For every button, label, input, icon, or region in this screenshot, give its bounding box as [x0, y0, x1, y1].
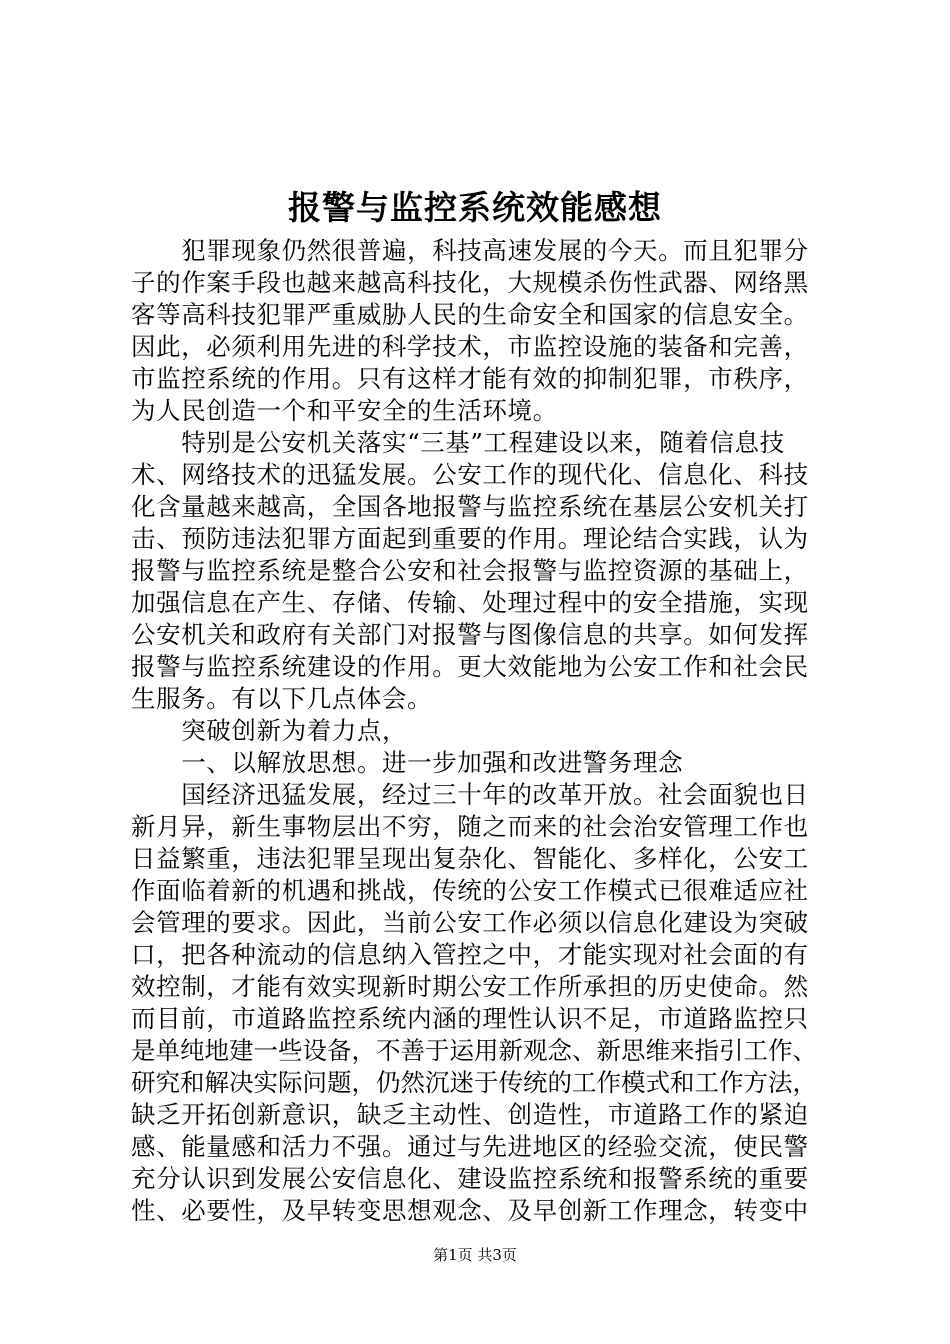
document-title: 报警与监控系统效能感想 [288, 188, 662, 227]
body-text-line: 击、预防违法犯罪方面起到重要的作用。理论结合实践，认为 [131, 524, 809, 553]
body-text-line: 客等高科技犯罪严重威胁人民的生命安全和国家的信息安全。 [131, 300, 809, 329]
body-text-line: 而目前，市道路监控系统内涵的理性认识不足，市道路监控只 [131, 1004, 809, 1033]
body-text-line: 缺乏开拓创新意识，缺乏主动性、创造性，市道路工作的紧迫 [131, 1100, 809, 1129]
body-text-line: 突破创新为着力点， [131, 716, 408, 745]
body-text-line: 市监控系统的作用。只有这样才能有效的抑制犯罪，市秩序， [131, 364, 809, 393]
body-text-line: 加强信息在产生、存储、传输、处理过程中的安全措施，实现 [131, 588, 809, 617]
body-text-line: 是单纯地建一些设备，不善于运用新观念、新思维来指引工作、 [131, 1036, 817, 1065]
body-text-line: 日益繁重，违法犯罪呈现出复杂化、智能化、多样化，公安工 [131, 844, 809, 873]
body-text-line: 特别是公安机关落实“三基”工程建设以来，随着信息技 [131, 428, 785, 457]
body-text-line: 为人民创造一个和平安全的生活环境。 [131, 396, 558, 425]
body-text-line: 报警与监控系统是整合公安和社会报警与监控资源的基础上， [131, 556, 809, 585]
body-text-line: 充分认识到发展公安信息化、建设监控系统和报警系统的重要 [131, 1164, 809, 1193]
body-text-line: 口，把各种流动的信息纳入管控之中，才能实现对社会面的有 [131, 940, 809, 969]
body-text-line: 报警与监控系统建设的作用。更大效能地为公安工作和社会民 [131, 652, 809, 681]
body-text-line: 国经济迅猛发展，经过三十年的改革开放。社会面貌也日 [131, 780, 809, 809]
body-text-line: 性、必要性，及早转变思想观念、及早创新工作理念，转变中 [131, 1196, 809, 1225]
body-text-line: 子的作案手段也越来越高科技化，大规模杀伤性武器、网络黑 [131, 268, 809, 297]
body-text-line: 作面临着新的机遇和挑战，传统的公安工作模式已很难适应社 [131, 876, 809, 905]
body-text-line: 化含量越来越高，全国各地报警与监控系统在基层公安机关打 [131, 492, 809, 521]
body-text-line: 研究和解决实际问题，仍然沉迷于传统的工作模式和工作方法， [131, 1068, 817, 1097]
body-text-line: 生服务。有以下几点体会。 [131, 684, 433, 713]
body-text-line: 术、网络技术的迅猛发展。公安工作的现代化、信息化、科技 [131, 460, 809, 489]
document-body [131, 235, 831, 1227]
body-text-line: 感、能量感和活力不强。通过与先进地区的经验交流，使民警 [131, 1132, 809, 1161]
body-text-line: 会管理的要求。因此，当前公安工作必须以信息化建设为突破 [131, 908, 809, 937]
body-text-line: 新月异，新生事物层出不穷，随之而来的社会治安管理工作也 [131, 812, 809, 841]
body-text-line: 公安机关和政府有关部门对报警与图像信息的共享。如何发挥 [131, 620, 809, 649]
body-text-line: 犯罪现象仍然很普遍，科技高速发展的今天。而且犯罪分 [131, 236, 809, 265]
body-text-line: 效控制，才能有效实现新时期公安工作所承担的历史使命。然 [131, 972, 809, 1001]
page-number-footer: 第1页 共3页 [433, 1246, 517, 1264]
body-text-line: 一、以解放思想。进一步加强和改进警务理念 [131, 748, 684, 777]
body-text-line: 因此，必须利用先进的科学技术，市监控设施的装备和完善， [131, 332, 809, 361]
